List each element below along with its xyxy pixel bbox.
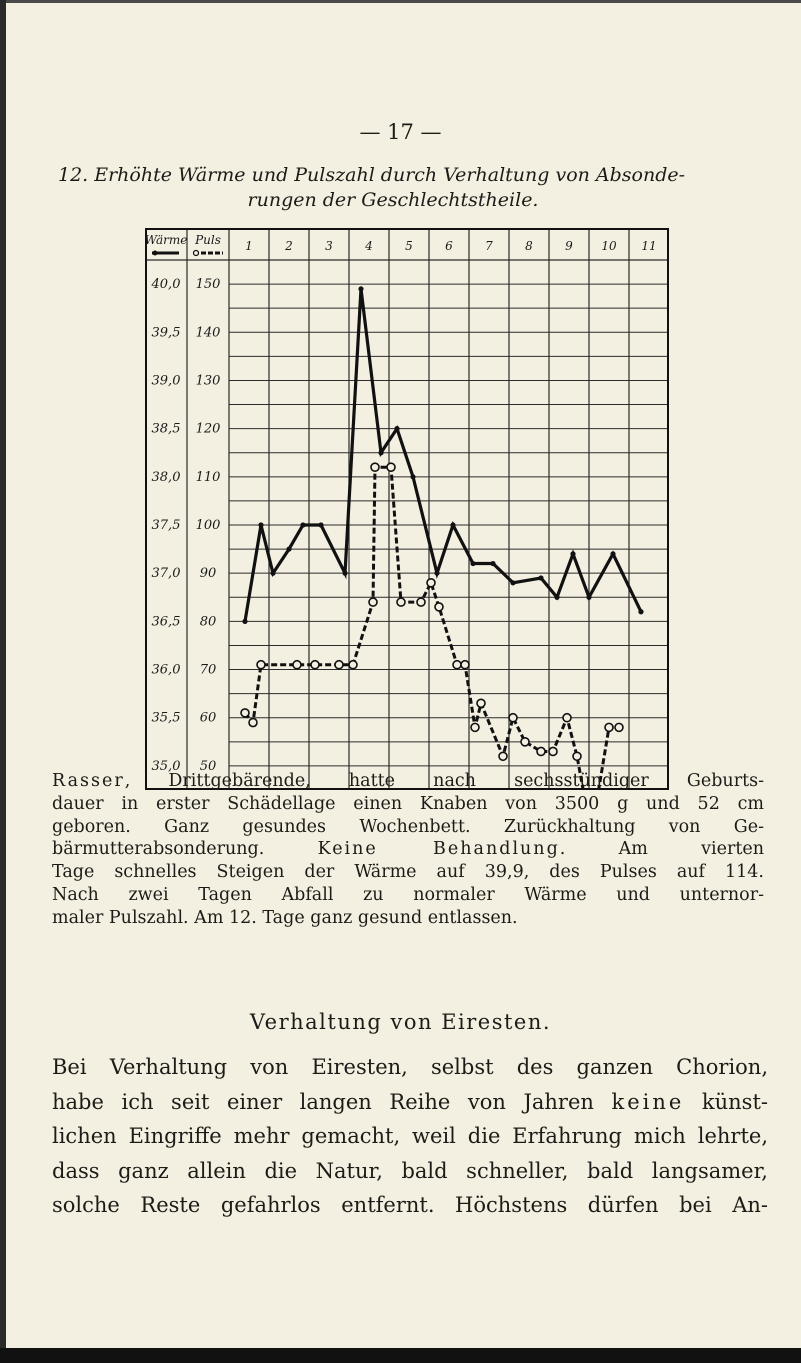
day-label: 10: [601, 239, 617, 253]
emphasis-keine: keine: [611, 1089, 685, 1114]
temperature-point: [318, 522, 323, 527]
temp-header: Wärme: [145, 233, 188, 247]
pulse-point: [427, 579, 435, 587]
temperature-point: [510, 580, 515, 585]
chart-series: [241, 286, 644, 790]
temperature-point: [586, 595, 591, 600]
temp-tick-label: 38,0: [151, 469, 181, 485]
pulse-point: [335, 661, 343, 669]
day-label: 2: [285, 239, 293, 253]
pulse-point: [521, 738, 529, 746]
pulse-tick-label: 150: [195, 277, 221, 293]
para1-line-4-tail: . Am vierten: [559, 839, 764, 860]
pulse-point: [249, 719, 257, 727]
para2-line-2-tail: künst-: [701, 1089, 768, 1114]
temperature-point: [258, 522, 263, 527]
temp-tick-label: 39,0: [151, 373, 181, 389]
para1-line-1-text: , Drittgebärende, hatte nach sechsstündiger Geburts-: [124, 771, 764, 791]
temperature-point: [286, 546, 291, 551]
eireste-paragraph: [52, 1050, 768, 1223]
temperature-point: [270, 571, 275, 576]
fever-chart: [145, 228, 669, 790]
temp-tick-label: 35,5: [151, 710, 181, 726]
section-heading: Verhaltung von Eiresten.: [249, 1010, 552, 1034]
para2-line-5: solche Reste gefahrlos entfernt. Höchstens dürfen bei An-: [52, 1193, 768, 1217]
temp-tick-label: 36,5: [151, 614, 181, 630]
day-label: 6: [445, 239, 453, 253]
day-label: 1: [245, 239, 253, 253]
day-label: 5: [405, 239, 413, 253]
pulse-header: Puls: [195, 233, 221, 247]
day-label: 8: [525, 239, 533, 253]
pulse-tick-label: 80: [199, 614, 217, 630]
temp-tick-label: 38,5: [151, 421, 181, 437]
para2-line-1: Bei Verhaltung von Eiresten, selbst des ganzen Chorion,: [52, 1055, 768, 1079]
temperature-point: [434, 571, 439, 576]
temperature-point: [410, 474, 415, 479]
day-label: 4: [365, 239, 373, 253]
para1-line-5: Tage schnelles Steigen der Wärme auf 39,9, des Pulses auf 114.: [52, 862, 764, 883]
day-label: 11: [641, 239, 657, 253]
pulse-point: [499, 752, 507, 760]
pulse-point: [453, 661, 461, 669]
temperature-point: [394, 426, 399, 431]
figure-caption: [58, 163, 758, 213]
pulse-point: [509, 714, 517, 722]
caption-line-2: rungen der Geschlechtstheile.: [247, 189, 539, 211]
para1-line-4: [52, 838, 764, 861]
para1-line-4-text: bärmutterabsonderung.: [52, 839, 265, 860]
temperature-point: [470, 561, 475, 566]
pulse-point: [397, 598, 405, 606]
pulse-tick-label: 70: [199, 662, 217, 678]
page-number: — 17 —: [359, 120, 442, 144]
chart-labels: [145, 233, 657, 774]
treatment-emphasis: Keine Behandlung: [317, 839, 560, 860]
pulse-point: [311, 661, 319, 669]
temperature-point: [638, 609, 643, 614]
day-label: 9: [565, 239, 573, 253]
day-label: 7: [485, 239, 493, 253]
para1-line-6: Nach zwei Tagen Abfall zu normaler Wärme und unternor-: [52, 884, 764, 905]
pulse-point: [573, 752, 581, 760]
pulse-point: [477, 699, 485, 707]
pulse-point: [257, 661, 265, 669]
pulse-point: [615, 723, 623, 731]
pulse-point: [293, 661, 301, 669]
temp-tick-label: 37,0: [151, 566, 181, 582]
pulse-point: [461, 661, 469, 669]
caption-line-1: Erhöhte Wärme und Pulszahl durch Verhaltung von Absonde-: [94, 164, 686, 186]
day-label: 3: [325, 239, 333, 253]
temp-tick-label: 36,0: [151, 662, 181, 678]
pulse-point: [349, 661, 357, 669]
para2-line-2-text: habe ich seit einer langen Reihe von Jahren: [52, 1089, 594, 1114]
temperature-point: [450, 522, 455, 527]
para1-line-7: maler Pulszahl. Am 12. Tage ganz gesund entlassen.: [52, 907, 518, 928]
chart-grid: [145, 228, 669, 790]
pulse-tick-label: 90: [199, 566, 217, 582]
pulse-point: [241, 709, 249, 717]
temperature-point: [242, 619, 247, 624]
page-edge-left: [0, 0, 6, 1363]
pulse-tick-label: 130: [195, 373, 221, 389]
temperature-point: [378, 450, 383, 455]
pulse-point: [435, 603, 443, 611]
case-paragraph: [52, 770, 764, 930]
para2-line-3: lichen Eingriffe mehr gemacht, weil die Erfahrung mich lehrte,: [52, 1124, 768, 1148]
pulse-tick-label: 60: [199, 710, 217, 726]
temp-tick-label: 39,5: [151, 325, 181, 341]
pulse-legend-dot: [194, 251, 199, 256]
temperature-point: [570, 551, 575, 556]
para1-line-2: dauer in erster Schädellage einen Knaben von 3500 g und 52 cm: [52, 793, 764, 814]
para1-line-3: geboren. Ganz gesundes Wochenbett. Zurückhaltung von Ge-: [52, 816, 764, 837]
pulse-tick-label: 120: [195, 421, 221, 437]
pulse-point: [549, 747, 557, 755]
temperature-point: [300, 522, 305, 527]
pulse-point: [605, 723, 613, 731]
temperature-point: [538, 575, 543, 580]
para2-line-2: [52, 1085, 768, 1120]
pulse-point: [471, 723, 479, 731]
temperature-series-line: [245, 289, 641, 622]
temperature-point: [358, 286, 363, 291]
pulse-tick-label: 100: [195, 518, 221, 533]
temp-tick-label: 35,0: [151, 758, 181, 774]
figure-number: 12.: [58, 164, 89, 186]
pulse-tick-label: 140: [195, 325, 221, 341]
para2-line-4: dass ganz allein die Natur, bald schneller, bald langsamer,: [52, 1158, 768, 1183]
pulse-tick-label: 110: [195, 469, 221, 485]
pulse-point: [387, 463, 395, 471]
temperature-point: [342, 571, 347, 576]
pulse-point: [371, 463, 379, 471]
chart-frame: [146, 229, 668, 789]
pulse-point: [563, 714, 571, 722]
temperature-point: [610, 551, 615, 556]
pulse-point: [537, 747, 545, 755]
temp-tick-label: 40,0: [151, 277, 181, 293]
pulse-point: [417, 598, 425, 606]
temp-legend-dot: [153, 251, 158, 256]
patient-name: Rasser: [52, 771, 125, 791]
temperature-point: [554, 595, 559, 600]
page-edge-bottom: [0, 1348, 801, 1363]
pulse-point: [369, 598, 377, 606]
temperature-point: [490, 561, 495, 566]
para1-line-1: [52, 770, 764, 793]
temp-tick-label: 37,5: [151, 518, 181, 533]
pulse-tick-label: 50: [199, 758, 217, 774]
page-edge-top: [0, 0, 801, 3]
